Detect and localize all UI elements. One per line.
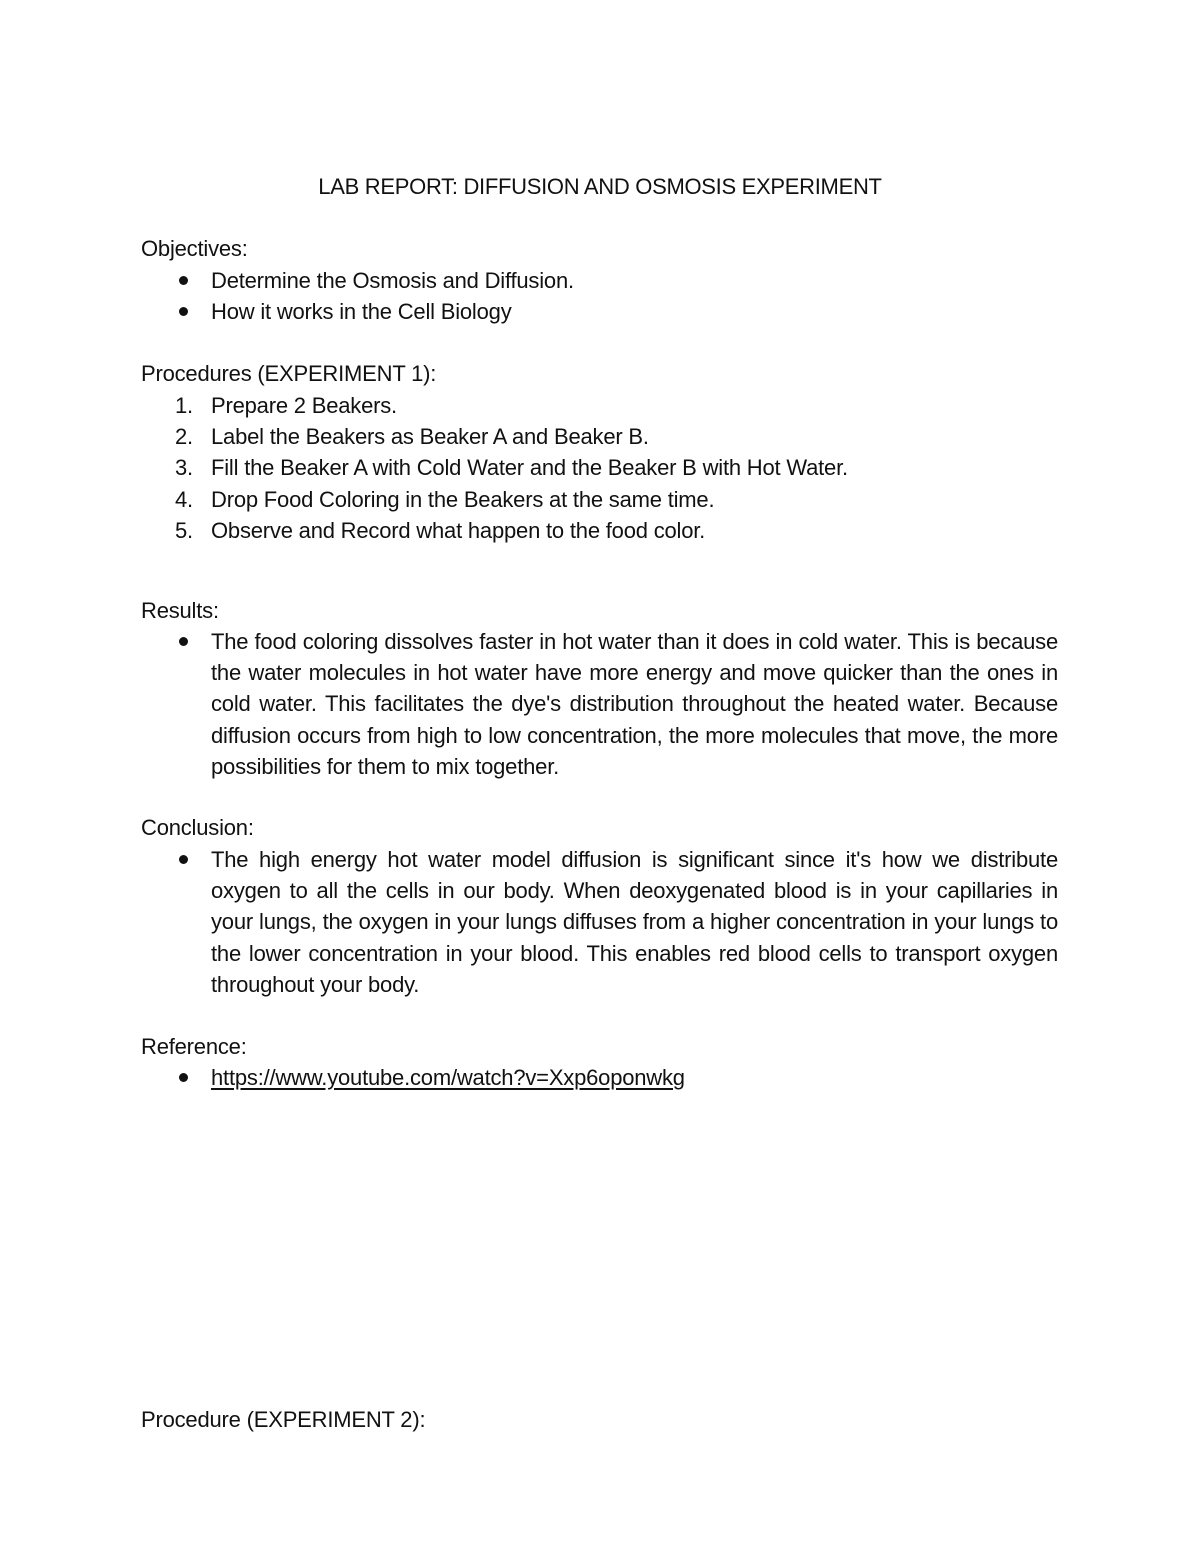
procedures1-heading: Procedures (EXPERIMENT 1): — [141, 361, 437, 386]
page-title: LAB REPORT: DIFFUSION AND OSMOSIS EXPERIMENT — [318, 174, 882, 199]
reference-heading: Reference: — [141, 1034, 247, 1059]
list-item — [141, 515, 1058, 546]
list-item — [141, 421, 1058, 452]
list-item-number: 5. — [175, 517, 193, 543]
list-item-text: Fill the Beaker A with Cold Water and the Beaker B with Hot Water. — [211, 455, 848, 481]
results-list — [141, 626, 1058, 782]
list-item — [141, 265, 1058, 296]
conclusion-list — [141, 844, 1058, 1000]
reference-list — [141, 1062, 1058, 1093]
list-item-number: 4. — [175, 486, 193, 512]
list-item — [141, 484, 1058, 515]
procedures1-list — [141, 390, 1058, 546]
list-item-number: 2. — [175, 424, 193, 450]
reference-link[interactable]: https://www.youtube.com/watch?v=Xxp6oponwkg — [211, 1065, 685, 1090]
list-item — [141, 1062, 1058, 1093]
objectives-list — [141, 265, 1058, 327]
bullet-icon — [179, 637, 188, 646]
list-item — [141, 296, 1058, 327]
bullet-icon — [179, 307, 188, 316]
results-text: The food coloring dissolves faster in hot water than it does in cold water. This is because the water molecules in hot water have more energy and move quicker than the ones in cold water. This facilitates the dye's distribution throughout the heated water. Because diffusion occurs from high to low concentration, the more molecules that move, the more possibilities for them to mix together. — [211, 629, 1058, 779]
list-item — [141, 626, 1058, 782]
list-item — [141, 390, 1058, 421]
conclusion-text: The high energy hot water model diffusion is significant since it's how we distribute oxygen to all the cells in our body. When deoxygenated blood is in your capillaries in your lungs, the oxygen in your lungs diffuses from a higher concentration in your lungs to the lower concentration in your blood. This enables red blood cells to transport oxygen throughout your body. — [211, 847, 1058, 997]
results-heading: Results: — [141, 598, 219, 623]
list-item-number: 1. — [175, 393, 193, 418]
list-item — [141, 452, 1058, 483]
bullet-icon — [179, 855, 188, 864]
bullet-icon — [179, 1073, 188, 1082]
list-item-text: Prepare 2 Beakers. — [211, 393, 397, 418]
conclusion-heading: Conclusion: — [141, 815, 254, 840]
procedure2-heading: Procedure (EXPERIMENT 2): — [141, 1407, 426, 1432]
bullet-icon — [179, 276, 188, 285]
list-item-text: Determine the Osmosis and Diffusion. — [211, 268, 574, 293]
list-item — [141, 844, 1058, 1000]
objectives-heading: Objectives: — [141, 236, 248, 261]
list-item-text: Observe and Record what happen to the food color. — [211, 517, 706, 543]
list-item-text: How it works in the Cell Biology — [211, 299, 512, 325]
list-item-text: Drop Food Coloring in the Beakers at the same time. — [211, 486, 715, 512]
list-item-number: 3. — [175, 455, 193, 481]
list-item-text: Label the Beakers as Beaker A and Beaker B. — [211, 424, 649, 450]
